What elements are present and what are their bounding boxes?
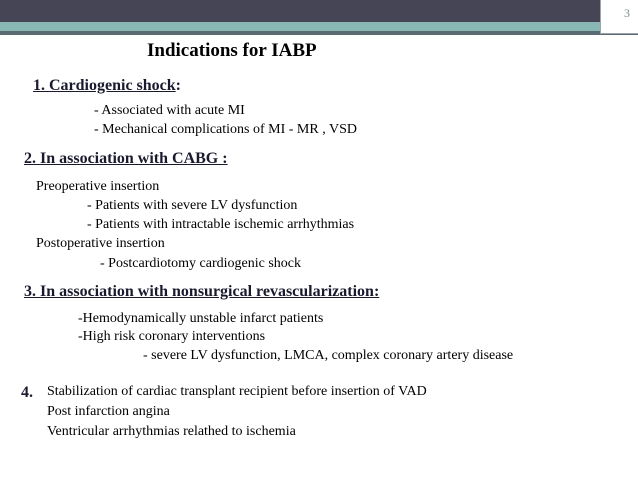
page-number: 3 — [624, 6, 630, 20]
section-1-line: - Mechanical complications of MI - MR , VSD — [94, 122, 357, 137]
section-3-heading-text: 3. In association with nonsurgical revascularization: — [24, 283, 380, 300]
section-2-line: - Postcardiotomy cardiogenic shock — [100, 256, 302, 271]
section-4-number: 4. — [21, 384, 33, 401]
section-2-line: Postoperative insertion — [36, 236, 165, 251]
section-2-line: - Patients with intractable ischemic arrhythmias — [87, 217, 355, 232]
slide-title: Indications for IABP — [147, 40, 317, 61]
section-1-line: - Associated with acute MI — [94, 103, 245, 118]
section-2-heading — [24, 150, 228, 168]
section-2-line: Preoperative insertion — [36, 179, 160, 194]
section-1-heading-colon: : — [175, 77, 181, 94]
section-3-line: -High risk coronary interventions — [78, 329, 266, 344]
section-2-line: - Patients with severe LV dysfunction — [87, 198, 298, 213]
section-3-heading — [24, 283, 379, 301]
header-stripe-dark — [0, 31, 638, 35]
section-3-line: -Hemodynamically unstable infarct patients — [78, 311, 324, 326]
section-4-line: Ventricular arrhythmias relathed to ischemia — [47, 424, 296, 439]
section-1-heading-text: 1. Cardiogenic shock — [33, 77, 176, 94]
header-band — [0, 0, 638, 22]
section-3-line: - severe LV dysfunction, LMCA, complex coronary artery disease — [143, 348, 514, 363]
page-number-box — [600, 0, 638, 34]
section-1-heading — [33, 77, 181, 95]
section-4-line: Post infarction angina — [47, 404, 170, 419]
section-4-line: Stabilization of cardiac transplant recipient before insertion of VAD — [47, 384, 427, 399]
header-stripe — [0, 22, 638, 31]
section-2-heading-text: 2. In association with CABG : — [24, 150, 228, 167]
